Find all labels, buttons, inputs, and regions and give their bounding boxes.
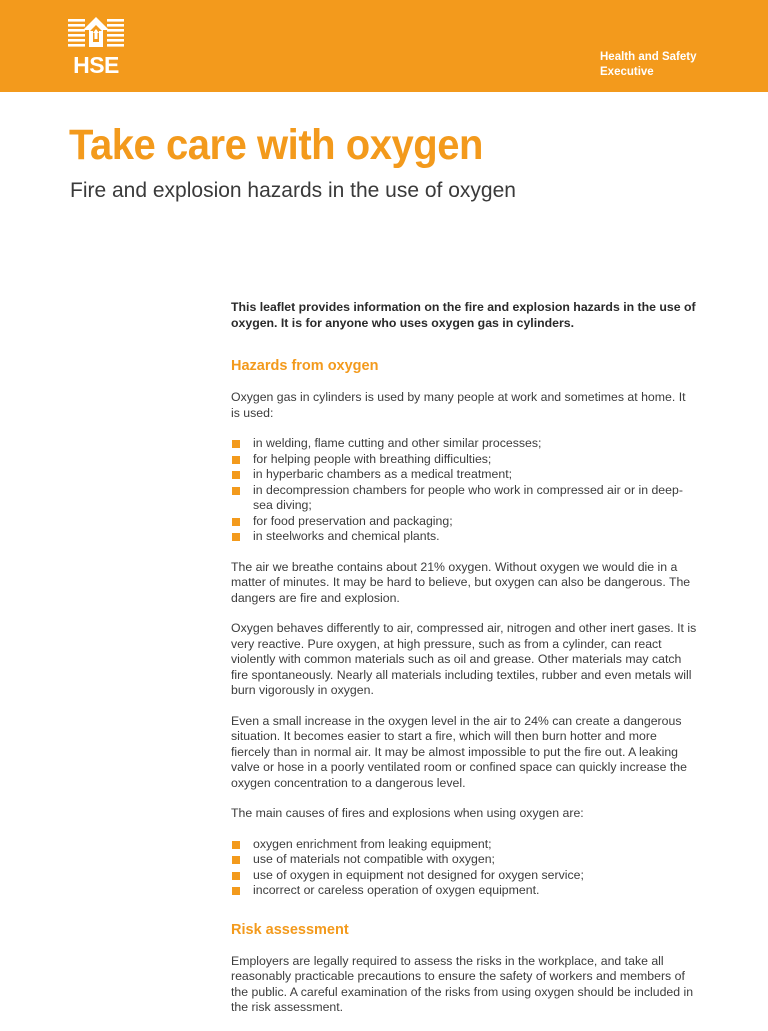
list-item	[231, 529, 697, 545]
list-item-text: in decompression chambers for people who work in compressed air or in deep-sea diving;	[253, 482, 683, 512]
list-item	[231, 467, 697, 483]
paragraph: Oxygen behaves differently to air, compressed air, nitrogen and other inert gases. It is very reactive. Pure oxygen, at high pressure, such as from a cylinder, can react violently with common materials such as oil and grease. Other materials may catch fire spontaneously. Nearly all materials including textiles, rubber and even metals will burn vigorously in oxygen.	[231, 621, 697, 697]
bullet-square-icon	[232, 872, 240, 880]
bullet-square-icon	[232, 471, 240, 479]
agency-name: Health and Safety Executive	[600, 51, 697, 78]
list-item	[231, 883, 697, 899]
hse-logo-icon	[68, 17, 126, 75]
bullet-square-icon	[232, 440, 240, 448]
list-item	[231, 837, 697, 853]
main-content	[231, 300, 697, 1031]
paragraph: Oxygen gas in cylinders is used by many people at work and sometimes at home. It is used:	[231, 390, 686, 420]
bullet-square-icon	[232, 856, 240, 864]
paragraph: The air we breathe contains about 21% oxygen. Without oxygen we would die in a matter of minutes. It may be hard to believe, but oxygen can also be dangerous. The dangers are fire and explosion.	[231, 559, 691, 605]
list-item	[231, 452, 697, 468]
list-item-text: oxygen enrichment from leaking equipment;	[253, 836, 492, 851]
list-item	[231, 868, 697, 884]
bullet-square-icon	[232, 887, 240, 895]
list-item	[231, 436, 697, 452]
hse-logo	[68, 17, 126, 75]
header-banner	[0, 0, 768, 92]
paragraph: The main causes of fires and explosions when using oxygen are:	[231, 806, 584, 820]
bullet-square-icon	[232, 841, 240, 849]
section-heading-risk: Risk assessment	[231, 921, 349, 938]
paragraph: Even a small increase in the oxygen level in the air to 24% can create a dangerous situation. It becomes easier to start a fire, which will then burn hotter and more fiercely than in normal air. It may be almost impossible to put the fire out. A leaking valve or hose in a poorly ventilated room or confined space can quickly increase the oxygen concentration to a dangerous level.	[231, 713, 687, 790]
list-item-text: in welding, flame cutting and other similar processes;	[253, 436, 542, 450]
section-heading-hazards: Hazards from oxygen	[231, 358, 379, 374]
uses-list	[231, 436, 697, 545]
list-item	[231, 514, 697, 530]
list-item-text: in steelworks and chemical plants.	[253, 529, 440, 543]
bullet-square-icon	[232, 533, 240, 541]
paragraph: Employers are legally required to assess the risks in the workplace, and take all reasonably practicable precautions to ensure the safety of workers and members of the public. A careful examination of the risks from using oxygen should be included in the risk assessment.	[231, 953, 694, 1014]
causes-list	[231, 837, 697, 899]
list-item-text: use of materials not compatible with oxygen;	[253, 852, 495, 866]
list-item-text: for food preservation and packaging;	[253, 513, 453, 528]
intro-paragraph: This leaflet provides information on the fire and explosion hazards in the use of oxygen. It is for anyone who uses oxygen gas in cylinders.	[231, 300, 696, 330]
list-item-text: for helping people with breathing difficulties;	[253, 451, 492, 466]
list-item	[231, 852, 697, 868]
list-item-text: use of oxygen in equipment not designed for oxygen service;	[253, 867, 584, 882]
bullet-square-icon	[232, 518, 240, 526]
list-item-text: in hyperbaric chambers as a medical treatment;	[253, 467, 513, 481]
page-subtitle: Fire and explosion hazards in the use of oxygen	[70, 179, 516, 202]
bullet-square-icon	[232, 456, 240, 464]
page-title: Take care with oxygen	[69, 121, 484, 169]
list-item	[231, 483, 697, 514]
list-item-text: incorrect or careless operation of oxygen equipment.	[253, 883, 540, 897]
bullet-square-icon	[232, 487, 240, 495]
logo-text: HSE	[73, 52, 119, 75]
